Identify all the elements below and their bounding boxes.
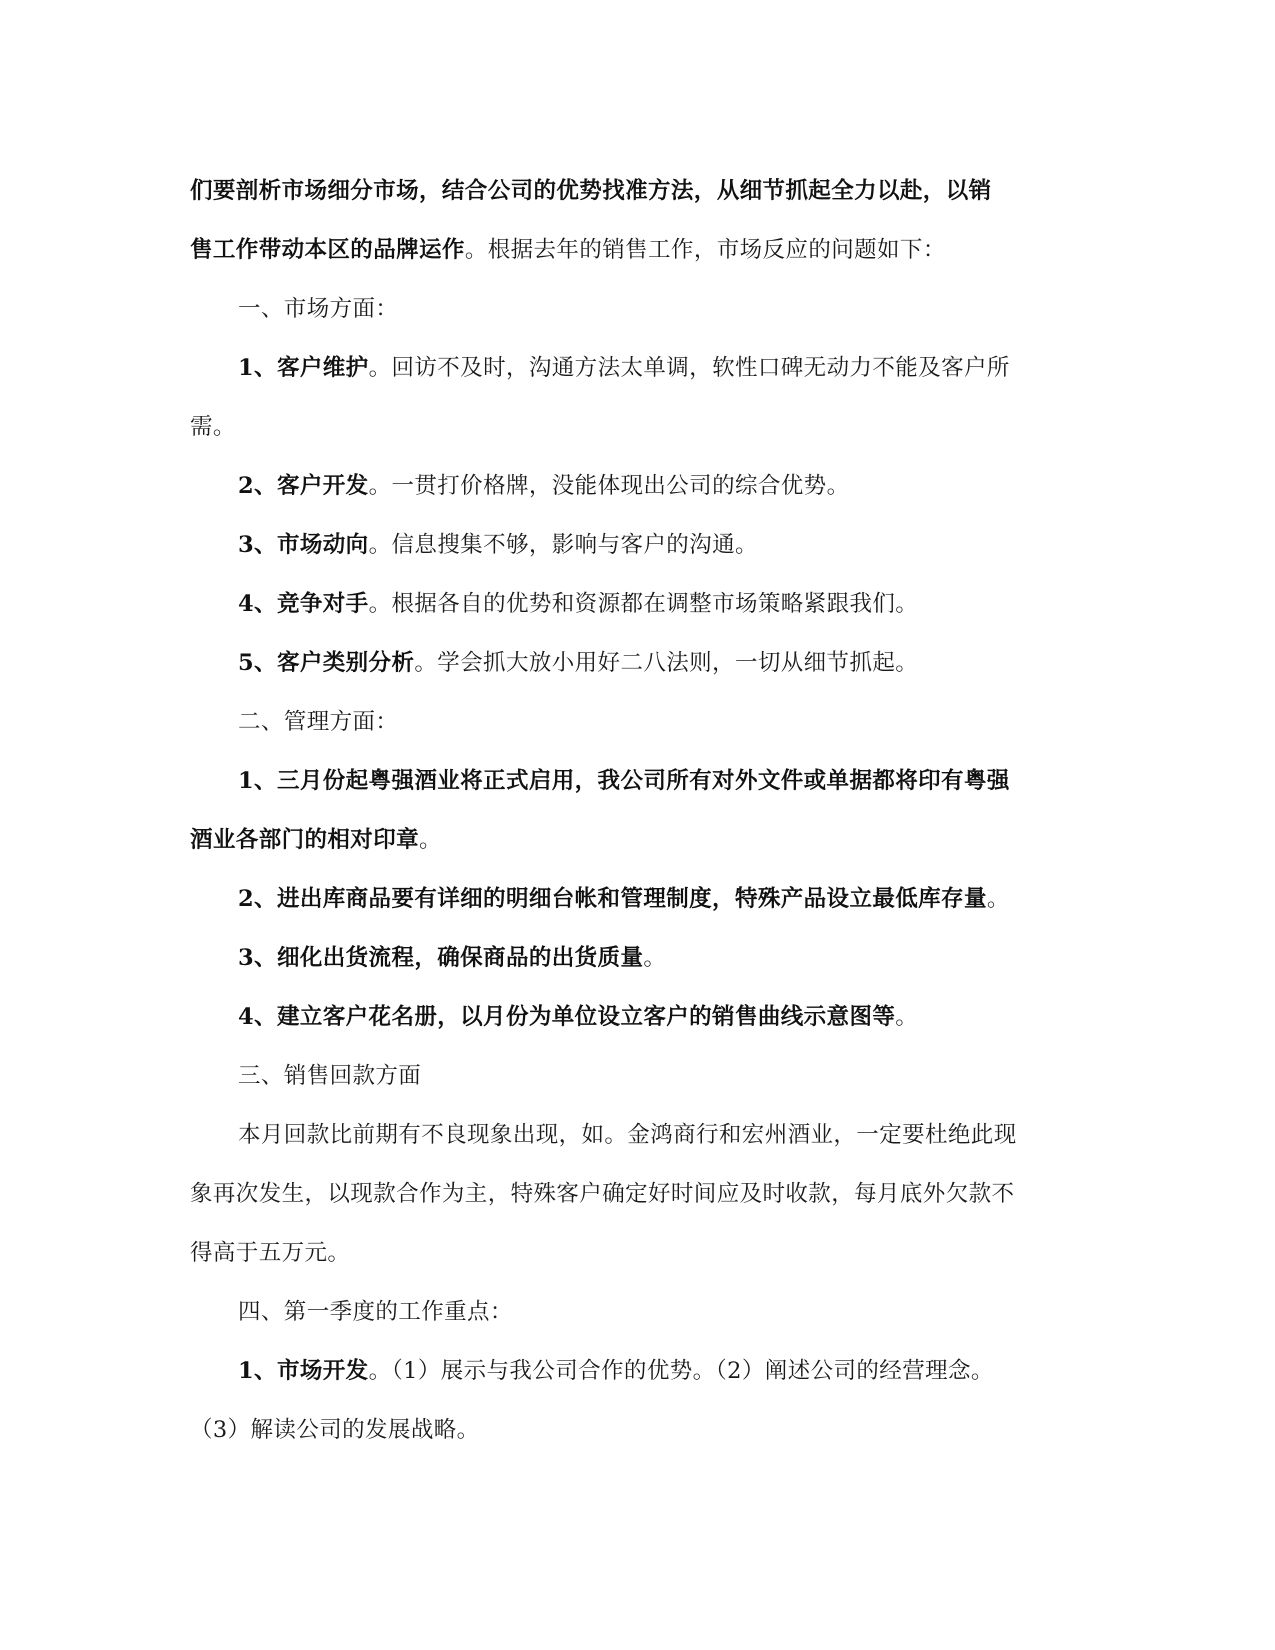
body-text: 得高于五万元。 xyxy=(190,1240,351,1266)
body-text: 四、第一季度的工作重点： xyxy=(238,1299,513,1325)
payment-paragraph-line-1 xyxy=(190,1106,1090,1165)
body-text: 二、管理方面： xyxy=(238,709,399,735)
body-text: 。根据各自的优势和资源都在调整市场策略紧跟我们。 xyxy=(368,591,919,617)
body-text: 三、销售回款方面 xyxy=(238,1063,422,1089)
body-text: 本月回款比前期有不良现象出现，如。金鸿商行和宏州酒业，一定要杜绝此现 xyxy=(238,1122,1017,1148)
bold-text: 2、客户开发 xyxy=(238,473,369,499)
item-shipping-process xyxy=(190,929,1090,988)
paragraph-intro-line-2 xyxy=(190,221,1090,280)
body-text: 。 xyxy=(986,886,1010,912)
body-text: 。（1）展示与我公司合作的优势。（2）阐述公司的经营理念。 xyxy=(368,1358,994,1384)
item-customer-roster xyxy=(190,988,1090,1047)
body-text: （3）解读公司的发展战略。 xyxy=(190,1417,480,1443)
bold-text: 4、建立客户花名册，以月份为单位设立客户的销售曲线示意图等 xyxy=(238,1004,896,1030)
item-market-trend xyxy=(190,516,1090,575)
item-customer-classification xyxy=(190,634,1090,693)
document-page xyxy=(190,162,1090,1460)
body-text: 。一贯打价格牌，没能体现出公司的综合优势。 xyxy=(368,473,850,499)
payment-paragraph-line-3 xyxy=(190,1224,1090,1283)
bold-text: 1、三月份起粤强酒业将正式启用，我公司所有对外文件或单据都将印有粤强 xyxy=(238,768,1010,794)
bold-text: 1、市场开发 xyxy=(238,1358,369,1384)
item-market-development-cont xyxy=(190,1401,1090,1460)
bold-text: 2、进出库商品要有详细的明细台帐和管理制度，特殊产品设立最低库存量 xyxy=(238,886,987,912)
body-text: 。 xyxy=(895,1004,919,1030)
bold-text: 4、竞争对手 xyxy=(238,591,369,617)
item-official-seal-cont xyxy=(190,811,1090,870)
payment-paragraph-line-2 xyxy=(190,1165,1090,1224)
section-heading-management xyxy=(190,693,1090,752)
body-text: 。学会抓大放小用好二八法则，一切从细节抓起。 xyxy=(414,650,919,676)
item-customer-development xyxy=(190,457,1090,516)
section-heading-q1-focus xyxy=(190,1283,1090,1342)
body-text: 。根据去年的销售工作，市场反应的问题如下： xyxy=(464,237,946,263)
paragraph-intro-line-1 xyxy=(190,162,1090,221)
bold-text: 3、细化出货流程，确保商品的出货质量 xyxy=(238,945,644,971)
bold-text: 3、市场动向 xyxy=(238,532,369,558)
body-text: 。回访不及时，沟通方法太单调，软性口碑无动力不能及客户所 xyxy=(368,355,1010,381)
item-official-seal xyxy=(190,752,1090,811)
body-text: 。信息搜集不够，影响与客户的沟通。 xyxy=(368,532,758,558)
body-text: 。 xyxy=(643,945,667,971)
item-competitors xyxy=(190,575,1090,634)
bold-text: 1、客户维护 xyxy=(238,355,369,381)
bold-text: 们要剖析市场细分市场，结合公司的优势找准方法，从细节抓起全力以赴，以销 xyxy=(190,178,992,204)
section-heading-payment xyxy=(190,1047,1090,1106)
bold-text: 售工作带动本区的品牌运作 xyxy=(190,237,465,263)
body-text: 需。 xyxy=(190,414,236,440)
section-heading-market xyxy=(190,280,1090,339)
item-customer-maintenance xyxy=(190,339,1090,398)
body-text: 。 xyxy=(419,827,442,853)
body-text: 一、市场方面： xyxy=(238,296,399,322)
item-customer-maintenance-cont xyxy=(190,398,1090,457)
body-text: 象再次发生，以现款合作为主，特殊客户确定好时间应及时收款，每月底外欠款不 xyxy=(190,1181,1015,1207)
bold-text: 酒业各部门的相对印章 xyxy=(190,827,420,853)
bold-text: 5、客户类别分析 xyxy=(238,650,415,676)
item-inventory xyxy=(190,870,1090,929)
item-market-development xyxy=(190,1342,1090,1401)
